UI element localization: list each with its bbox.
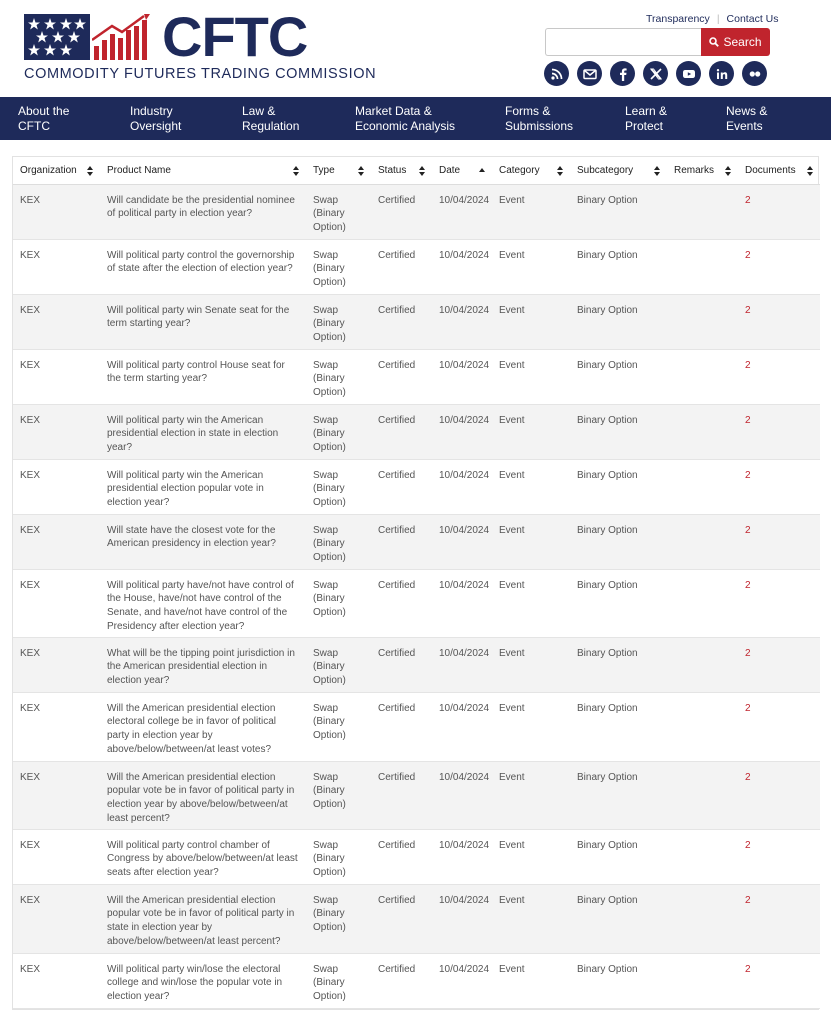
organization-cell: KEX [13,514,100,569]
column-header-date[interactable] [432,157,492,184]
date-cell: 10/04/2024 [432,761,492,829]
category-cell: Event [492,294,570,349]
subcategory-cell: Binary Option [570,294,667,349]
type-cell: Swap (Binary Option) [306,884,371,953]
type-cell: Swap (Binary Option) [306,829,371,884]
organization-cell: KEX [13,294,100,349]
nav-label: Economic Analysis [355,119,456,133]
organization-cell: KEX [13,184,100,239]
column-header-label: Category [499,164,540,176]
subcategory-cell: Binary Option [570,884,667,953]
utility-links [646,13,778,25]
products-table [12,156,819,1010]
product-name-cell: What will be the tipping point jurisdiction in the American presidential election in election year? [100,637,306,692]
remarks-cell [667,514,738,569]
search-input[interactable] [545,28,703,56]
product-name-cell: Will political party win the American presidential election popular vote in election year? [100,459,306,514]
facebook-icon[interactable] [610,61,635,86]
product-name-cell: Will the American presidential election electoral college be in favor of political party in election year by above/below/between/at least votes? [100,692,306,761]
subcategory-cell: Binary Option [570,953,667,1008]
site-header [0,0,831,97]
table-body [13,184,820,1008]
category-cell: Event [492,569,570,637]
sort-icon [725,166,731,176]
category-cell: Event [492,184,570,239]
linkedin-icon[interactable] [709,61,734,86]
documents-link[interactable]: 2 [738,514,820,569]
status-cell: Certified [371,404,432,459]
table-row [13,239,820,294]
category-cell: Event [492,953,570,1008]
search-icon [709,37,719,47]
sort-icon [557,166,563,176]
subcategory-cell: Binary Option [570,239,667,294]
type-cell: Swap (Binary Option) [306,514,371,569]
date-cell: 10/04/2024 [432,514,492,569]
remarks-cell [667,761,738,829]
type-cell: Swap (Binary Option) [306,692,371,761]
subcategory-cell: Binary Option [570,569,667,637]
documents-link[interactable]: 2 [738,294,820,349]
product-name-cell: Will political party have/not have control of the House, have/not have control of the Senate, and have/not have control of the Presidency after election year? [100,569,306,637]
remarks-cell [667,184,738,239]
organization-cell: KEX [13,404,100,459]
category-cell: Event [492,829,570,884]
date-cell: 10/04/2024 [432,239,492,294]
subcategory-cell: Binary Option [570,404,667,459]
product-name-cell: Will political party control the governorship of state after the election of election year? [100,239,306,294]
table-row [13,829,820,884]
column-header-label: Type [313,164,335,176]
category-cell: Event [492,349,570,404]
remarks-cell [667,349,738,404]
documents-link[interactable]: 2 [738,349,820,404]
category-cell: Event [492,239,570,294]
youtube-icon[interactable] [676,61,701,86]
category-cell: Event [492,404,570,459]
sort-icon [358,166,364,176]
status-cell: Certified [371,514,432,569]
organization-cell: KEX [13,829,100,884]
organization-cell: KEX [13,692,100,761]
table-row [13,761,820,829]
table-row [13,459,820,514]
flickr-icon[interactable] [742,61,767,86]
product-name-cell: Will political party control chamber of Congress by above/below/between/at least seats after election year? [100,829,306,884]
status-cell: Certified [371,637,432,692]
nav-label: Events [726,119,763,133]
rss-icon[interactable] [544,61,569,86]
date-cell: 10/04/2024 [432,569,492,637]
remarks-cell [667,953,738,1008]
product-name-cell: Will political party win Senate seat for the term starting year? [100,294,306,349]
subcategory-cell: Binary Option [570,459,667,514]
table-row [13,953,820,1008]
documents-link[interactable]: 2 [738,953,820,1008]
nav-label: Law & [242,104,276,118]
status-cell: Certified [371,459,432,514]
status-cell: Certified [371,569,432,637]
column-header-type[interactable] [306,157,371,184]
column-header-category[interactable] [492,157,570,184]
status-cell: Certified [371,884,432,953]
date-cell: 10/04/2024 [432,184,492,239]
column-header-label: Documents [745,164,796,176]
status-cell: Certified [371,349,432,404]
column-header-documents[interactable] [738,157,820,184]
date-cell: 10/04/2024 [432,349,492,404]
remarks-cell [667,829,738,884]
nav-label: Industry [130,104,173,118]
documents-link[interactable]: 2 [738,884,820,953]
column-header-status[interactable] [371,157,432,184]
organization-cell: KEX [13,884,100,953]
documents-link[interactable]: 2 [738,829,820,884]
date-cell: 10/04/2024 [432,884,492,953]
type-cell: Swap (Binary Option) [306,637,371,692]
documents-link[interactable]: 2 [738,761,820,829]
remarks-cell [667,294,738,349]
x-icon[interactable] [643,61,668,86]
column-header-organization[interactable] [13,157,100,184]
subcategory-cell: Binary Option [570,829,667,884]
remarks-cell [667,239,738,294]
remarks-cell [667,569,738,637]
column-header-remarks[interactable] [667,157,738,184]
remarks-cell [667,692,738,761]
status-cell: Certified [371,829,432,884]
status-cell: Certified [371,692,432,761]
status-cell: Certified [371,294,432,349]
column-header-label: Status [378,164,407,176]
documents-link[interactable]: 2 [738,404,820,459]
nav-market-data[interactable] [355,104,455,134]
category-cell: Event [492,884,570,953]
nav-law-regulation[interactable] [242,104,299,134]
subcategory-cell: Binary Option [570,637,667,692]
type-cell: Swap (Binary Option) [306,953,371,1008]
table-row [13,184,820,239]
sort-icon [293,166,299,176]
search-button-label: Search [723,35,762,49]
remarks-cell [667,404,738,459]
column-header-label: Organization [20,164,77,176]
category-cell: Event [492,459,570,514]
main-navigation [0,97,831,140]
utility-separator: | [716,13,720,25]
remarks-cell [667,637,738,692]
status-cell: Certified [371,761,432,829]
search-form [545,28,770,56]
type-cell: Swap (Binary Option) [306,459,371,514]
nav-label: Submissions [505,119,574,133]
date-cell: 10/04/2024 [432,294,492,349]
nav-label: Learn & [625,104,668,118]
flag-stars-icon [24,14,90,60]
product-name-cell: Will state have the closest vote for the American presidency in election year? [100,514,306,569]
documents-link[interactable]: 2 [738,637,820,692]
nav-forms-submissions[interactable] [505,104,573,134]
product-name-cell: Will political party control House seat for the term starting year? [100,349,306,404]
table-row [13,637,820,692]
date-cell: 10/04/2024 [432,459,492,514]
social-icons [544,61,767,86]
column-header-subcategory[interactable] [570,157,667,184]
organization-cell: KEX [13,953,100,1008]
contact-us-link[interactable]: Contact Us [726,13,779,25]
documents-link[interactable]: 2 [738,692,820,761]
category-cell: Event [492,637,570,692]
status-cell: Certified [371,239,432,294]
status-cell: Certified [371,184,432,239]
column-header-label: Product Name [107,164,171,176]
column-header-label: Remarks [674,164,715,176]
category-cell: Event [492,692,570,761]
column-header-product-name[interactable] [100,157,306,184]
category-cell: Event [492,514,570,569]
table-row [13,349,820,404]
product-name-cell: Will the American presidential election popular vote be in favor of political party in election year by above/below/between/at least percent? [100,761,306,829]
bar-chart-logo-icon [92,14,158,60]
type-cell: Swap (Binary Option) [306,761,371,829]
documents-link[interactable]: 2 [738,569,820,637]
date-cell: 10/04/2024 [432,953,492,1008]
nav-label: About the [18,104,70,118]
nav-about-cftc[interactable] [18,104,69,134]
product-name-cell: Will political party win/lose the electoral college and win/lose the popular vote in election year? [100,953,306,1008]
type-cell: Swap (Binary Option) [306,569,371,637]
date-cell: 10/04/2024 [432,637,492,692]
documents-link[interactable]: 2 [738,184,820,239]
column-header-label: Date [439,164,461,176]
nav-label: Regulation [242,119,300,133]
type-cell: Swap (Binary Option) [306,294,371,349]
nav-label: CFTC [18,119,50,133]
nav-label: Market Data & [355,104,432,118]
table-header-row [13,157,820,184]
type-cell: Swap (Binary Option) [306,184,371,239]
subcategory-cell: Binary Option [570,184,667,239]
nav-label: Protect [625,119,664,133]
organization-cell: KEX [13,569,100,637]
nav-label: News & [726,104,768,118]
nav-learn-protect[interactable] [625,104,667,134]
subcategory-cell: Binary Option [570,692,667,761]
nav-label: Oversight [130,119,182,133]
logo-wordmark: CFTC [162,5,308,68]
transparency-link[interactable]: Transparency [646,13,710,25]
date-cell: 10/04/2024 [432,829,492,884]
organization-cell: KEX [13,637,100,692]
date-cell: 10/04/2024 [432,404,492,459]
product-name-cell: Will candidate be the presidential nominee of political party in election year? [100,184,306,239]
nav-label: Forms & [505,104,551,118]
date-cell: 10/04/2024 [432,692,492,761]
status-cell: Certified [371,953,432,1008]
nav-industry-oversight[interactable] [130,104,181,134]
remarks-cell [667,459,738,514]
sort-icon [419,166,425,176]
organization-cell: KEX [13,761,100,829]
documents-link[interactable]: 2 [738,239,820,294]
documents-link[interactable]: 2 [738,459,820,514]
type-cell: Swap (Binary Option) [306,349,371,404]
sort-ascending-icon [479,166,485,176]
email-icon[interactable] [577,61,602,86]
nav-news-events[interactable] [726,104,767,134]
logo-subtitle: COMMODITY FUTURES TRADING COMMISSION [24,66,377,82]
category-cell: Event [492,761,570,829]
type-cell: Swap (Binary Option) [306,239,371,294]
table-row [13,884,820,953]
table-row [13,569,820,637]
organization-cell: KEX [13,349,100,404]
organization-cell: KEX [13,459,100,514]
sort-icon [654,166,660,176]
table-row [13,294,820,349]
subcategory-cell: Binary Option [570,514,667,569]
product-name-cell: Will political party win the American presidential election in state in election year? [100,404,306,459]
remarks-cell [667,884,738,953]
table-row [13,514,820,569]
subcategory-cell: Binary Option [570,349,667,404]
search-button[interactable] [701,28,770,56]
sort-icon [807,166,813,176]
table-row [13,692,820,761]
product-name-cell: Will the American presidential election popular vote be in favor of political party in state in election year by above/below/between/at least percent? [100,884,306,953]
type-cell: Swap (Binary Option) [306,404,371,459]
cftc-logo[interactable] [24,5,377,86]
table-row [13,404,820,459]
column-header-label: Subcategory [577,164,634,176]
sort-icon [87,166,93,176]
organization-cell: KEX [13,239,100,294]
subcategory-cell: Binary Option [570,761,667,829]
